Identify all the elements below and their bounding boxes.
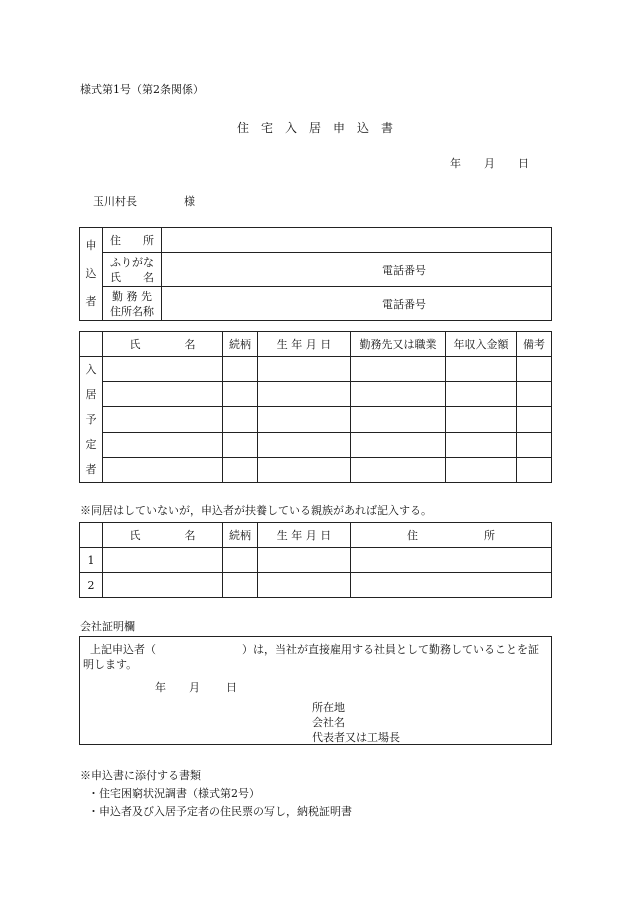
page-title: 住 宅 入 居 申 込 書: [236, 121, 393, 135]
resident-birthdate-cell[interactable]: [258, 407, 351, 432]
resident-birthdate-cell[interactable]: [258, 357, 351, 382]
dep-birthdate-cell[interactable]: [258, 573, 351, 598]
resident-notes-cell[interactable]: [517, 357, 552, 382]
dep-relation-cell[interactable]: [223, 573, 258, 598]
col-occupation-header: 勤務先又は職業: [351, 332, 446, 357]
dep-col-address-header: 住 所: [351, 523, 552, 548]
resident-relation-cell[interactable]: [223, 432, 258, 457]
resident-income-cell[interactable]: [446, 432, 517, 457]
cert-date-year: 年: [155, 681, 166, 694]
dep-col-name-header: 氏 名: [103, 523, 223, 548]
resident-relation-cell[interactable]: [223, 357, 258, 382]
workplace-label-2: 住所名称: [110, 304, 154, 318]
dep-col-birthdate-header: 生 年 月 日: [258, 523, 351, 548]
resident-notes-cell[interactable]: [517, 432, 552, 457]
cert-date-month: 月: [189, 681, 200, 694]
form-number: 様式第1号（第2条関係）: [80, 83, 204, 96]
dep-name-cell[interactable]: [103, 573, 223, 598]
dep-birthdate-cell[interactable]: [258, 548, 351, 573]
addressee-sama: 様: [184, 195, 195, 208]
company-section-heading: 会社証明欄: [80, 620, 135, 633]
resident-notes-cell[interactable]: [517, 457, 552, 482]
col-birthdate-header: 生 年 月 日: [258, 332, 351, 357]
addressee-mayor: 玉川村長: [93, 195, 137, 208]
dep-row-number: 2: [80, 573, 103, 598]
col-name-header: 氏 名: [103, 332, 223, 357]
resident-notes-cell[interactable]: [517, 407, 552, 432]
col-relation-header: 続柄: [223, 332, 258, 357]
resident-name-cell[interactable]: [103, 382, 223, 407]
company-name-label: 会社名: [312, 716, 345, 729]
date-year: 年: [450, 157, 461, 170]
dependents-note: ※同居はしていないが，申込者が扶養している親族があれば記入する。: [80, 504, 432, 517]
resident-relation-cell[interactable]: [223, 382, 258, 407]
applicant-side-label: 申 込 者: [80, 228, 103, 321]
dep-address-cell[interactable]: [351, 548, 552, 573]
col-notes-header: 備考: [517, 332, 552, 357]
resident-relation-cell[interactable]: [223, 407, 258, 432]
workplace-label-1: 勤 務 先: [112, 289, 152, 303]
residents-table: [79, 331, 552, 483]
furigana-label: ふりがな: [110, 255, 154, 269]
resident-name-cell[interactable]: [103, 457, 223, 482]
cert-line2: 明します。: [83, 658, 138, 671]
resident-name-cell[interactable]: [103, 407, 223, 432]
resident-occupation-cell[interactable]: [351, 357, 446, 382]
address-label: 住 所: [103, 228, 162, 253]
representative-label: 代表者又は工場長: [312, 731, 400, 744]
resident-name-cell[interactable]: [103, 432, 223, 457]
residents-corner: [80, 332, 103, 357]
resident-occupation-cell[interactable]: [351, 382, 446, 407]
dependents-corner: [80, 523, 103, 548]
attachment-item: ・申込者及び入居予定者の住民票の写し，納税証明書: [88, 805, 352, 818]
name-field[interactable]: [162, 253, 552, 287]
name-label: 氏 名: [110, 270, 154, 284]
attachment-item: ・住宅困窮状況調書（様式第2号）: [88, 787, 260, 800]
resident-income-cell[interactable]: [446, 407, 517, 432]
cert-line1-prefix: 上記申込者（: [90, 643, 156, 656]
resident-occupation-cell[interactable]: [351, 432, 446, 457]
attachments-heading: ※申込書に添付する書類: [80, 769, 201, 782]
applicant-table: [79, 227, 552, 321]
resident-relation-cell[interactable]: [223, 457, 258, 482]
resident-name-cell[interactable]: [103, 357, 223, 382]
date-month: 月: [484, 157, 495, 170]
dep-relation-cell[interactable]: [223, 548, 258, 573]
dep-name-cell[interactable]: [103, 548, 223, 573]
residents-side-label: 入 居 予 定 者: [80, 357, 103, 483]
resident-notes-cell[interactable]: [517, 382, 552, 407]
name-label-cell: [103, 253, 162, 287]
location-label: 所在地: [312, 701, 345, 714]
dependents-table: [79, 522, 552, 598]
workplace-field[interactable]: [162, 287, 552, 321]
address-field[interactable]: [162, 228, 552, 253]
company-certification-box: [79, 636, 552, 745]
dep-address-cell[interactable]: [351, 573, 552, 598]
dep-col-relation-header: 続柄: [223, 523, 258, 548]
date-day: 日: [518, 157, 529, 170]
resident-birthdate-cell[interactable]: [258, 382, 351, 407]
workplace-label-cell: [103, 287, 162, 321]
resident-birthdate-cell[interactable]: [258, 432, 351, 457]
resident-birthdate-cell[interactable]: [258, 457, 351, 482]
resident-income-cell[interactable]: [446, 457, 517, 482]
col-income-header: 年収入金額: [446, 332, 517, 357]
resident-occupation-cell[interactable]: [351, 457, 446, 482]
phone-label: 電話番号: [382, 264, 426, 277]
resident-income-cell[interactable]: [446, 382, 517, 407]
resident-occupation-cell[interactable]: [351, 407, 446, 432]
cert-date-day: 日: [226, 681, 237, 694]
work-phone-label: 電話番号: [382, 298, 426, 311]
resident-income-cell[interactable]: [446, 357, 517, 382]
dep-row-number: 1: [80, 548, 103, 573]
cert-line1-suffix: ）は，当社が直接雇用する社員として勤務していることを証: [242, 643, 539, 656]
